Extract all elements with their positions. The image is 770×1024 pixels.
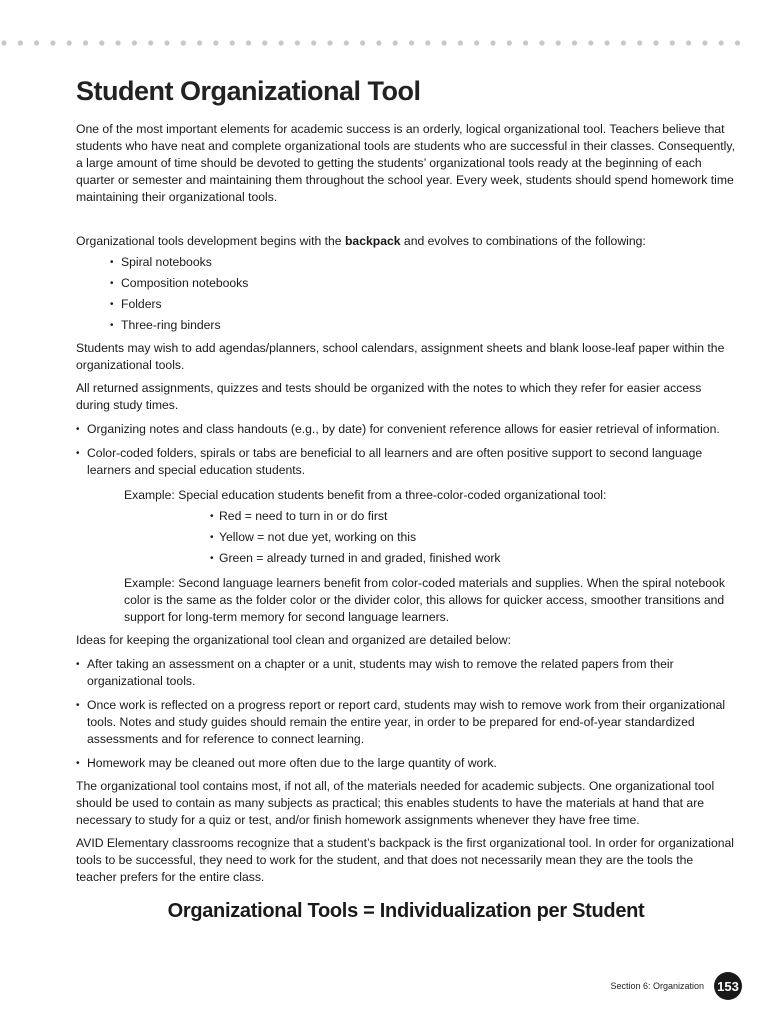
returned-paragraph: All returned assignments, quizzes and tests should be organized with the notes to which they refer for easier access during study times.: [76, 381, 702, 412]
footer-section-label: Section 6: Organization: [610, 981, 704, 991]
color-code-list: [76, 508, 736, 567]
decorative-dot: [458, 40, 463, 45]
list-item: • Folders: [110, 296, 736, 313]
decorative-dot: [588, 40, 593, 45]
decorative-dot: [83, 40, 88, 45]
decorative-dot: [507, 40, 512, 45]
decorative-dot: [686, 40, 691, 45]
development-bold: backpack: [344, 234, 401, 248]
development-paragraph: [76, 233, 736, 250]
page-number-badge: 153: [714, 972, 742, 1000]
decorative-dot: [637, 40, 642, 45]
list-item: • Spiral notebooks: [110, 254, 736, 271]
development-prefix: Organizational tools development begins with the: [76, 234, 345, 248]
decorative-dot: [409, 40, 414, 45]
list-item: • Homework may be cleaned out more often due to the large quantity of work.: [76, 755, 736, 772]
decorative-dot: [132, 40, 137, 45]
list-item: • Composition notebooks: [110, 275, 736, 292]
dotted-rule: [0, 36, 770, 50]
decorative-dot: [148, 40, 153, 45]
decorative-dot: [1, 40, 6, 45]
page-title: Student Organizational Tool: [76, 76, 421, 106]
ideas-paragraph: Ideas for keeping the organizational tool clean and organized are detailed below:: [76, 633, 511, 647]
decorative-dot: [360, 40, 365, 45]
decorative-dot: [523, 40, 528, 45]
decorative-dot: [295, 40, 300, 45]
decorative-dot: [425, 40, 430, 45]
ideas-list: [76, 656, 736, 772]
summary-banner: Organizational Tools = Individualization per Student: [167, 900, 645, 922]
contains-paragraph: The organizational tool contains most, if not all, of the materials needed for academic subjects. One organizational tool should be used to contain as many subjects as practical; this enables students to have the materials at hand that are necessary to study for a quiz or test, and/or finish homework assignments whenever they have free time.: [76, 779, 715, 827]
decorative-dot: [539, 40, 544, 45]
intro-paragraph: One of the most important elements for academic success is an orderly, logical organizational tool. Teachers believe that students who have neat and complete organizational tools are students who are successful in their classes. Consequently, a large amount of time should be devoted to getting the students’ organizational tools ready at the beginning of each quarter or semester and maintaining them throughout the school year. Every week, students should spend homework time maintaining their organizational tools.: [76, 122, 735, 204]
decorative-dot: [18, 40, 23, 45]
decorative-dot: [197, 40, 202, 45]
decorative-dot: [670, 40, 675, 45]
list-item: • Yellow = not due yet, working on this: [210, 529, 736, 546]
decorative-dot: [719, 40, 724, 45]
decorative-dot: [311, 40, 316, 45]
avid-paragraph: AVID Elementary classrooms recognize that a student’s backpack is the first organizational tool. In order for organizational tools to be successful, they need to work for the student, and that does not necessarily mean they are the tools the teacher prefers for the entire class.: [76, 836, 735, 884]
decorative-dot: [34, 40, 39, 45]
decorative-dot: [490, 40, 495, 45]
decorative-dot: [116, 40, 121, 45]
decorative-dot: [702, 40, 707, 45]
example-language-learners: Example: Second language learners benefit from color-coded materials and supplies. When the spiral notebook color is the same as the folder color or the divider color, this allows for quicker access, smoother transitions and support for long-term memory for second language learners.: [124, 576, 725, 624]
organizing-list: [76, 421, 736, 479]
decorative-dot: [393, 40, 398, 45]
decorative-dot: [50, 40, 55, 45]
agendas-paragraph: Students may wish to add agendas/planners, school calendars, assignment sheets and blank loose-leaf paper within the organizational tools.: [76, 341, 725, 372]
list-item: • Color-coded folders, spirals or tabs are beneficial to all learners and are often positive support to second language learners and special education students.: [76, 445, 736, 479]
list-item: • Green = already turned in and graded, finished work: [210, 550, 736, 567]
list-item: • After taking an assessment on a chapter or a unit, students may wish to remove the related papers from their organizational tools.: [76, 656, 736, 690]
decorative-dot: [99, 40, 104, 45]
decorative-dot: [474, 40, 479, 45]
list-item: • Red = need to turn in or do first: [210, 508, 736, 525]
decorative-dot: [621, 40, 626, 45]
decorative-dot: [67, 40, 72, 45]
page-content: [76, 76, 736, 923]
decorative-dot: [556, 40, 561, 45]
decorative-dot: [246, 40, 251, 45]
decorative-dot: [572, 40, 577, 45]
decorative-dot: [327, 40, 332, 45]
decorative-dot: [442, 40, 447, 45]
decorative-dot: [735, 40, 740, 45]
decorative-dot: [181, 40, 186, 45]
decorative-dot: [230, 40, 235, 45]
decorative-dot: [213, 40, 218, 45]
decorative-dot: [653, 40, 658, 45]
decorative-dot: [344, 40, 349, 45]
list-item: • Once work is reflected on a progress report or report card, students may wish to remove work from their organizational tools. Notes and study guides should remain the entire year, in order to be prepared for end-of-year standardized assessments and for reference to connect learning.: [76, 697, 736, 748]
decorative-dot: [262, 40, 267, 45]
decorative-dot: [279, 40, 284, 45]
decorative-dot: [376, 40, 381, 45]
tools-list: [76, 254, 736, 334]
list-item: • Organizing notes and class handouts (e.g., by date) for convenient reference allows for easier retrieval of information.: [76, 421, 736, 438]
page-footer: [610, 972, 742, 1000]
example-special-ed: Example: Special education students benefit from a three-color-coded organizational tool:: [124, 488, 607, 502]
list-item: • Three-ring binders: [110, 317, 736, 334]
development-suffix: and evolves to combinations of the following:: [400, 234, 646, 248]
decorative-dot: [164, 40, 169, 45]
decorative-dot: [605, 40, 610, 45]
